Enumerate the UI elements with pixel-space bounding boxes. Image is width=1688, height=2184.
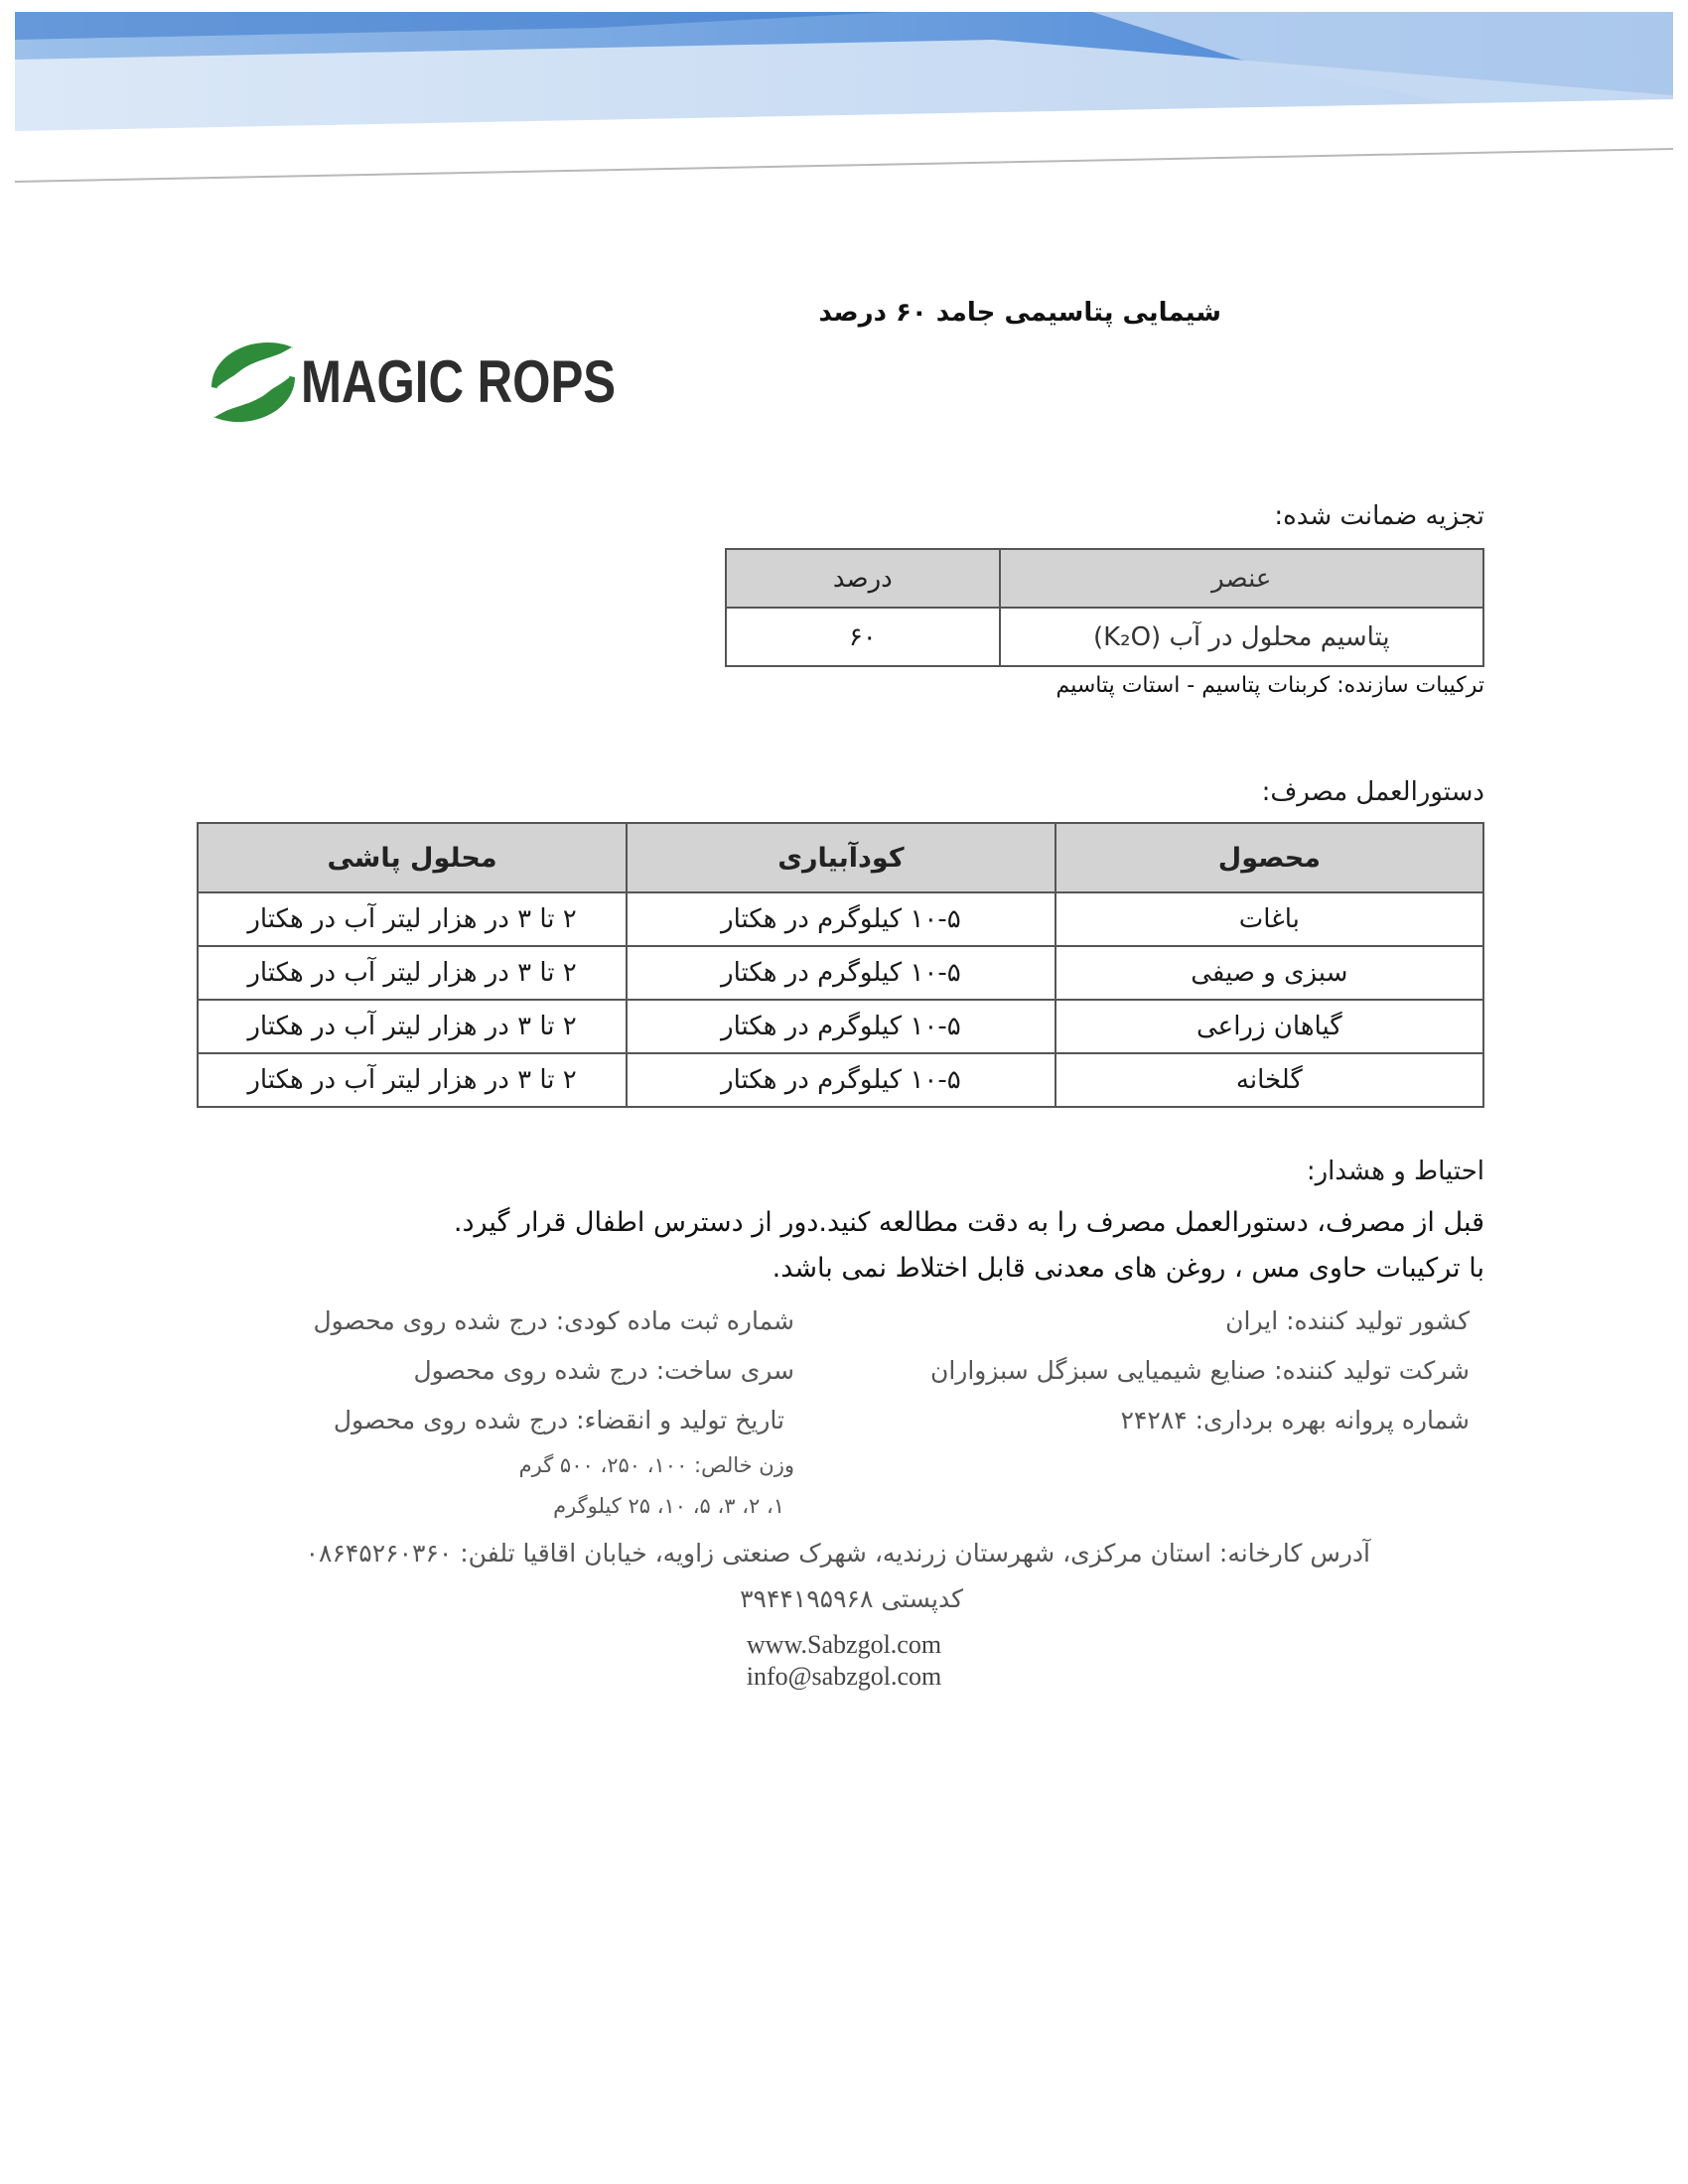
dates-text: تاریخ تولید و انقضاء: درج شده روی محصول [333, 1406, 784, 1434]
cell-fertigation: ۱۰-۵ کیلوگرم در هکتار [627, 892, 1055, 946]
cell-crop: گیاهان زراعی [1055, 1000, 1483, 1053]
cell-crop: گلخانه [1055, 1053, 1483, 1107]
analysis-label: تجزیه ضمانت شده: [1274, 501, 1484, 531]
logo-wordmark: MAGIC ROPS [301, 348, 617, 415]
cell-percent: ۶۰ [726, 608, 1000, 666]
brand-logo [204, 328, 660, 437]
cell-crop: باغات [1055, 892, 1483, 946]
cell-foliar: ۲ تا ۳ در هزار لیتر آب در هکتار [198, 892, 627, 946]
net-weight-kg-text: ۱، ۲، ۳، ۵، ۱۰، ۲۵ کیلوگرم [553, 1494, 784, 1518]
batch-text: سری ساخت: درج شده روی محصول [413, 1356, 794, 1385]
cell-fertigation: ۱۰-۵ کیلوگرم در هکتار [627, 946, 1055, 1000]
table-row [198, 892, 1483, 946]
website-link[interactable]: www.Sabzgol.com [746, 1630, 942, 1659]
header-element: عنصر [1000, 549, 1483, 608]
cell-foliar: ۲ تا ۳ در هزار لیتر آب در هکتار [198, 946, 627, 1000]
header-foliar: محلول پاشی [198, 823, 627, 892]
leaf-logo-icon [204, 328, 303, 437]
license-text: شماره پروانه بهره برداری: ۲۴۲۸۴ [1120, 1406, 1470, 1434]
header-product: محصول [1055, 823, 1483, 892]
cell-fertigation: ۱۰-۵ کیلوگرم در هکتار [627, 1000, 1055, 1053]
table-row [198, 1053, 1483, 1107]
table-header-row [198, 823, 1483, 892]
usage-label: دستورالعمل مصرف: [1261, 777, 1484, 807]
header-fertigation: کودآبیاری [627, 823, 1055, 892]
table-header-row [726, 549, 1483, 608]
warning-line-2: با ترکیبات حاوی مس ، روغن های معدنی قابل اختلاط نمی باشد. [772, 1253, 1484, 1284]
warning-label: احتیاط و هشدار: [1306, 1157, 1484, 1186]
country-text: کشور تولید کننده: ایران [1225, 1306, 1470, 1335]
cell-foliar: ۲ تا ۳ در هزار لیتر آب در هکتار [198, 1053, 627, 1107]
header-percent: درصد [726, 549, 1000, 608]
cell-element [1000, 608, 1483, 666]
net-weight-text: وزن خالص: ۱۰۰، ۲۵۰، ۵۰۰ گرم [518, 1453, 794, 1477]
ingredients-text: ترکیبات سازنده: کربنات پتاسیم - استات پتاسیم [1055, 673, 1484, 698]
registration-text: شماره ثبت ماده کودی: درج شده روی محصول [313, 1306, 794, 1335]
email-link[interactable]: info@sabzgol.com [746, 1662, 942, 1691]
cell-crop: سبزی و صیفی [1055, 946, 1483, 1000]
warning-line-1: قبل از مصرف، دستورالعمل مصرف را به دقت مطالعه کنید.دور از دسترس اطفال قرار گیرد. [453, 1207, 1484, 1238]
product-title: شیمایی پتاسیمی جامد ۶۰ درصد [818, 298, 1221, 328]
postal-code: کدپستی ۳۹۴۴۱۹۵۹۶۸ [740, 1584, 963, 1613]
cell-fertigation: ۱۰-۵ کیلوگرم در هکتار [627, 1053, 1055, 1107]
factory-address: آدرس کارخانه: استان مرکزی، شهرستان زرندیه، شهرک صنعتی زاویه، خیابان اقاقیا تلفن: ۰۸۶۴۵۲۶۰۳۶۰ [305, 1539, 1370, 1568]
company-text: شرکت تولید کننده: صنایع شیمیایی سبزگل سبزواران [929, 1356, 1470, 1385]
table-row [198, 946, 1483, 1000]
table-row [198, 1000, 1483, 1053]
cell-foliar: ۲ تا ۳ در هزار لیتر آب در هکتار [198, 1000, 627, 1053]
table-row [726, 608, 1483, 666]
analysis-table [725, 548, 1484, 667]
usage-table [197, 822, 1484, 1108]
header-banner [0, 0, 1688, 199]
cell-element-text: پتاسیم محلول در آب (K₂O) [1092, 621, 1390, 652]
